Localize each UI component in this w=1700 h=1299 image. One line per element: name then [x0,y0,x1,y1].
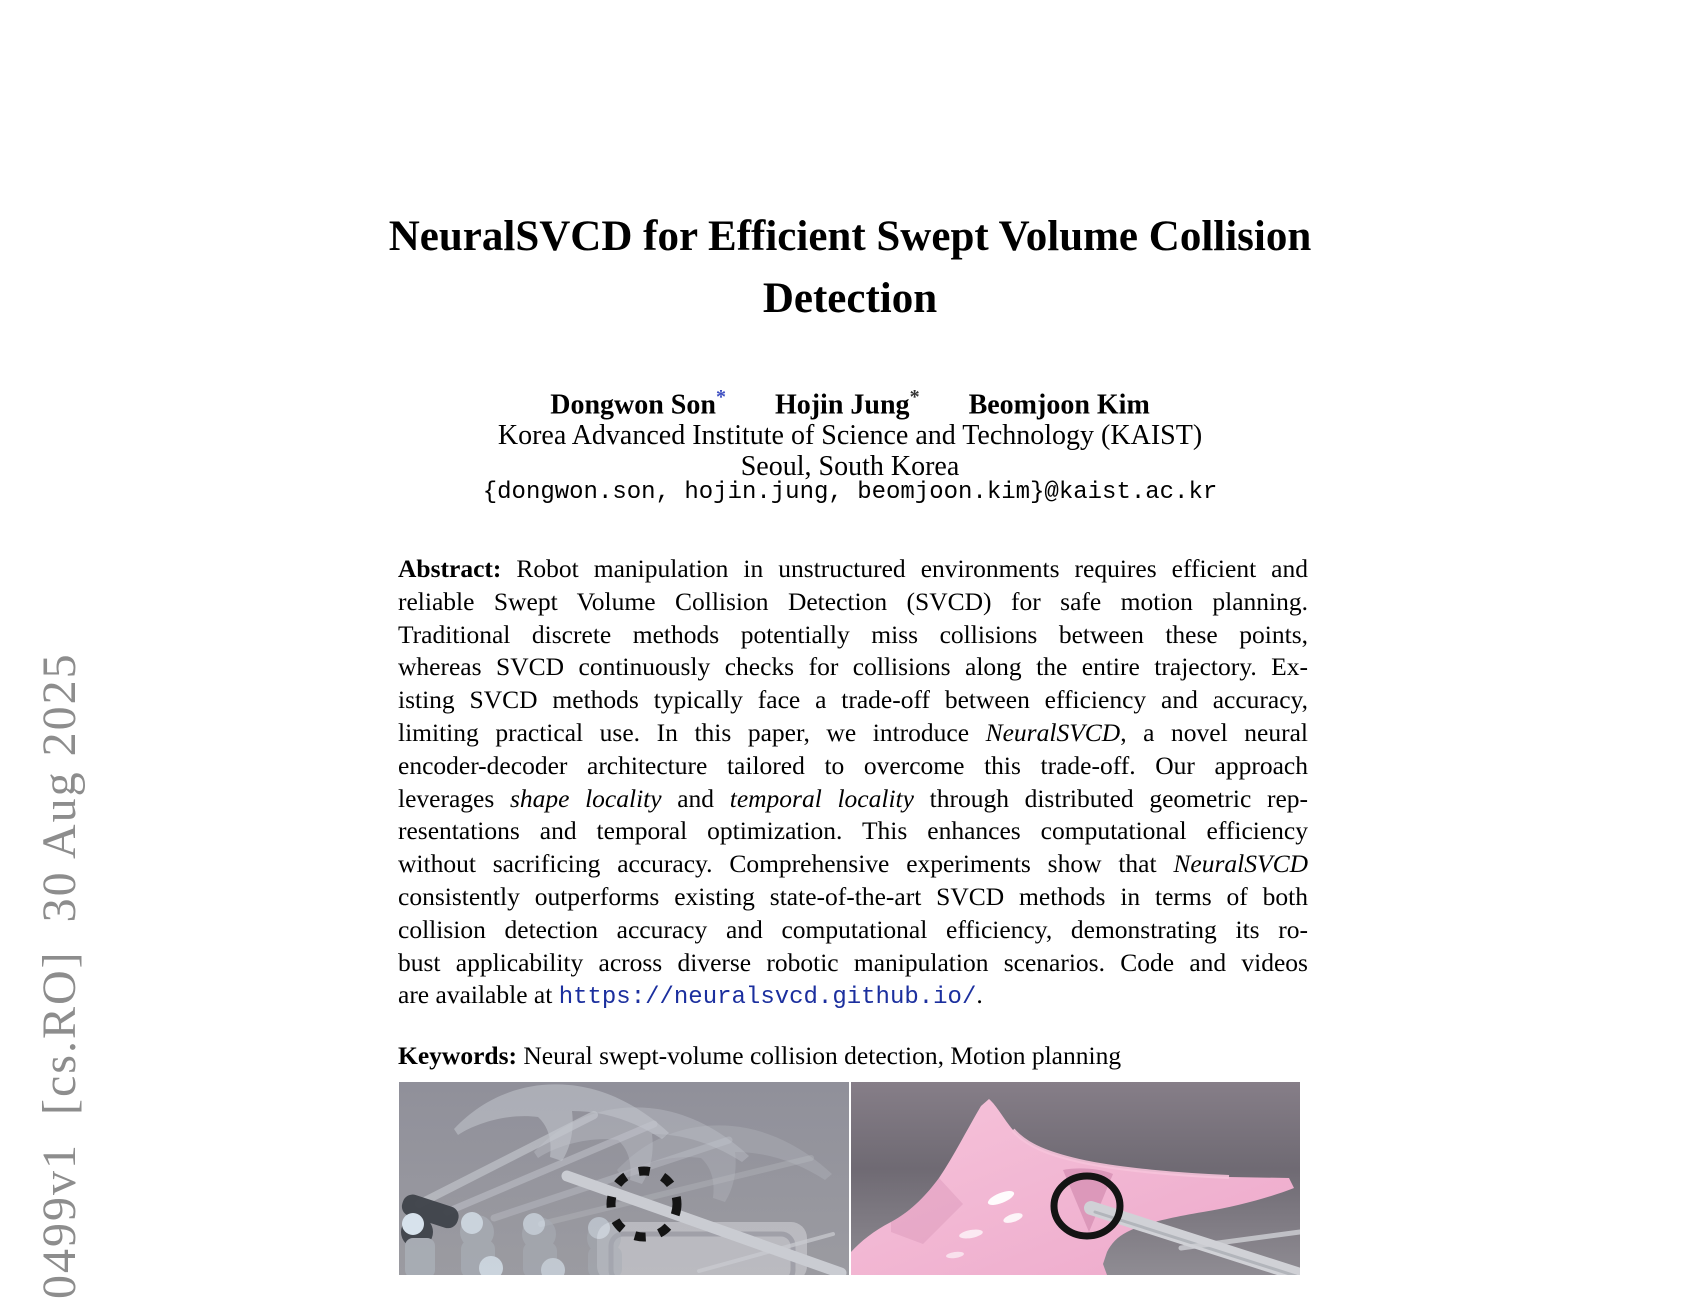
text-run: leverages [398,783,510,813]
text-run: Traditional discrete methods potentially miss collisions between these points, [398,619,1308,649]
author-1 [550,386,726,421]
text-run: Neural swept-volume collision detection, Motion planning [516,1041,1122,1070]
author-2-name: Hojin Jung [774,389,910,421]
text-run: consistently outperforms existing state-of-the-art SVCD methods in terms of both [398,881,1308,911]
abstract-line [398,979,1308,1012]
affiliation-line: Korea Advanced Institute of Science and Technology (KAIST) [497,420,1203,451]
abstract-line [398,914,1308,947]
author-2 [775,386,920,421]
text-run: shape locality [509,783,662,813]
author-emails: {dongwon.son, hojin.jung, beomjoon.kim}@kaist.ac.kr [482,479,1218,506]
abstract-line [398,553,1308,586]
text-run: Robot manipulation in unstructured environments requires efficient and [501,554,1308,583]
text-run: bust applicability across diverse robotic manipulation scenarios. Code and videos [398,947,1308,977]
abstract-line [398,586,1308,619]
affiliation-city: Seoul, South Korea [740,451,960,482]
paper-url-link[interactable]: https://neuralsvcd.github.io/ [558,984,977,1012]
author-list [0,386,1700,421]
figure-panel-swept-volume [851,1082,1300,1275]
text-run: without sacrificing accuracy. Comprehensive experiments show that [398,849,1174,879]
author-2-footnote-marker: * [909,386,920,408]
text-run: encoder-decoder architecture tailored to overcome this trade-off. Our approach [398,750,1308,780]
text-run: whereas SVCD continuously checks for collisions along the entire trajectory. Ex- [398,652,1308,682]
text-run: collision detection accuracy and computational efficiency, demonstrating its ro- [398,914,1308,944]
abstract-line [398,684,1308,717]
abstract-line [398,815,1308,848]
abstract-line [398,717,1308,750]
figure-panel-swept-motion [399,1082,849,1275]
abstract-line [398,881,1308,914]
abstract-line [398,947,1308,980]
keywords-line [398,1041,1308,1071]
text-run: Keywords: [398,1041,517,1070]
author-1-footnote-marker[interactable]: * [715,386,726,408]
text-run: isting SVCD methods typically face a trade-off between efficiency and accuracy, [398,685,1308,715]
abstract-line [398,783,1308,816]
text-run: and [661,783,730,813]
abstract-paragraph [398,553,1308,1012]
paper-title-line1: NeuralSVCD for Efficient Swept Volume Collision [388,213,1312,260]
paper-title-line2: Detection [762,275,938,322]
arxiv-watermark: 0499v1 [cs.RO] 30 Aug 2025 [33,652,86,1299]
abstract-line [398,848,1308,881]
text-run: are available at [398,980,559,1010]
text-run: limiting practical use. In this paper, we introduce [398,717,986,747]
author-3-name: Beomjoon Kim [968,389,1150,421]
paper-title [0,206,1700,330]
text-run: . [976,980,983,1010]
text-run: Abstract: [398,554,502,583]
abstract-line [398,619,1308,652]
text-run: reliable Swept Volume Collision Detection (SVCD) for safe motion planning. [398,586,1308,616]
text-run: resentations and temporal optimization. This enhances computational efficiency [398,816,1308,846]
text-run: NeuralSVCD [985,717,1121,747]
abstract-line [398,750,1308,783]
teaser-figure [399,1082,1300,1275]
author-1-name: Dongwon Son [550,389,716,421]
text-run: , a novel neural [1120,717,1308,747]
text-run: temporal locality [729,783,914,813]
text-run: through distributed geometric rep- [913,783,1308,813]
author-3 [969,386,1150,421]
text-run: NeuralSVCD [1173,849,1308,879]
abstract-line [398,651,1308,684]
